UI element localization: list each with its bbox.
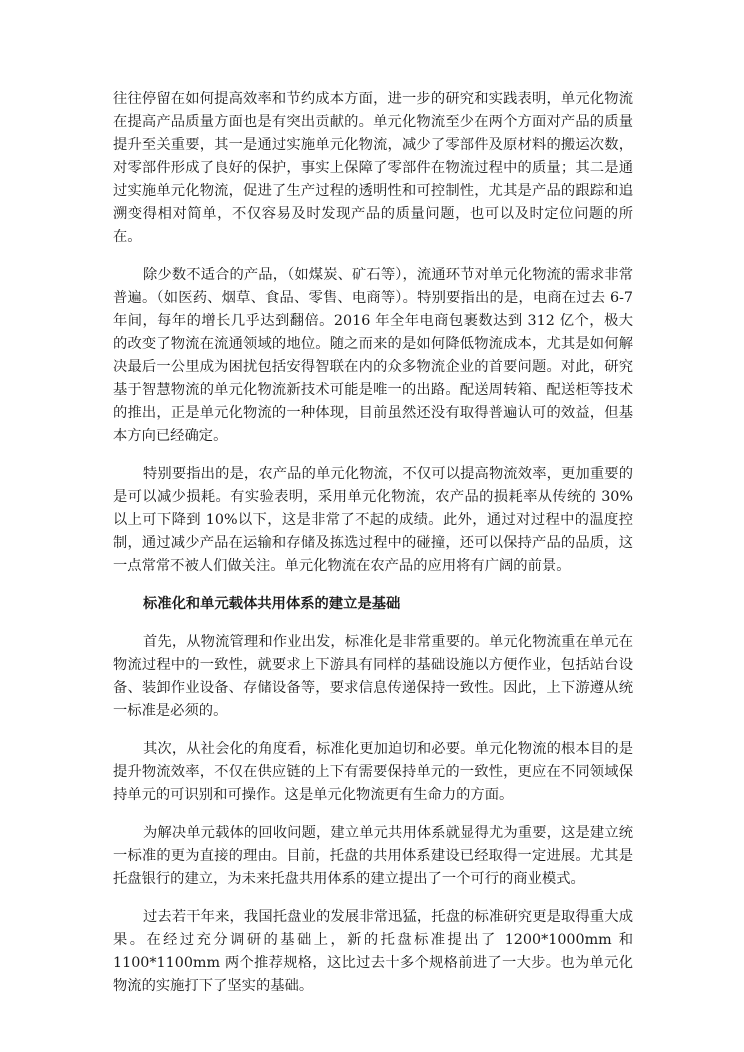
section-heading: 标准化和单元载体共用体系的建立是基础 bbox=[143, 596, 401, 612]
paragraph-quality-contribution: 往往停留在如何提高效率和节约成本方面，进一步的研究和实践表明，单元化物流在提高产品质量方面也是有突出贡献的。单元化物流至少在两个方面对产品的质量提升至关重要，其一是通过实施单元化物流，减少了零部件及原材料的搬运次数，对零部件形成了良好的保护，事实上保障了零部件在物流过程中的质量；其二是通过实施单元化物流，促进了生产过程的透明性和可控制性，尤其是产品的跟踪和追溯变得相对简单，不仅容易及时发现产品的质量问题，也可以及时定位问题的所在。 bbox=[113, 91, 633, 245]
paragraph-first-management: 首先，从物流管理和作业出发，标准化是非常重要的。单元化物流重在单元在物流过程中的一致性，就要求上下游具有同样的基础设施以方便作业，包括站台设备、装卸作业设备、存储设备等，要求信息传递保持一致性。因此，上下游遵从统一标准是必须的。 bbox=[113, 634, 633, 719]
paragraph-pooling-system: 为解决单元载体的回收问题，建立单元共用体系就显得尤为重要，这是建立统一标准的更为直接的理由。目前，托盘的共用体系建设已经取得一定进展。尤其是托盘银行的建立，为未来托盘共用体系的建立提出了一个可行的商业模式。 bbox=[113, 825, 633, 887]
paragraph-second-social: 其次，从社会化的角度看，标准化更加迫切和必要。单元化物流的根本目的是提升物流效率，不仅在供应链的上下有需要保持单元的一致性，更应在不同领域保持单元的可识别和可操作。这是单元化物流更有生命力的方面。 bbox=[113, 741, 633, 803]
paragraph-circulation-demand: 除少数不适合的产品，（如煤炭、矿石等），流通环节对单元化物流的需求非常普遍。（如医药、烟草、食品、零售、电商等）。特别要指出的是，电商在过去 6-7 年间，每年的增长几乎达到翻倍。2016 年全年电商包裹数达到 312 亿个，极大的改变了物流在流通领域的地位。随之而来的是如何降低物流成本，尤其是如何解决最后一公里成为困扰包括安得智联在内的众多物流企业的首要问题。对此，研究基于智慧物流的单元化物流新技术可能是唯一的出路。配送周转箱、配送柜等技术的推出，正是单元化物流的一种体现，目前虽然还没有取得普遍认可的效益，但基本方向已经确定。 bbox=[113, 267, 633, 444]
paragraph-pallet-standards: 过去若干年来，我国托盘业的发展非常迅猛，托盘的标准研究更是取得重大成果。在经过充分调研的基础上，新的托盘标准提出了 1200*1000mm 和 1100*1100mm 两个推荐规格，这比过去十多个规格前进了一大步。也为单元化物流的实施打下了坚实的基础。 bbox=[113, 909, 633, 994]
document-page bbox=[113, 88, 633, 1013]
paragraph-agricultural-products: 特别要指出的是，农产品的单元化物流，不仅可以提高物流效率，更加重要的是可以减少损耗。有实验表明，采用单元化物流，农产品的损耗率从传统的 30%以上可下降到 10%以下，这是非常了不起的成绩。此外，通过对过程中的温度控制，通过减少产品在运输和存储及拣选过程中的碰撞，还可以保持产品的品质，这一点常常不被人们做关注。单元化物流在农产品的应用将有广阔的前景。 bbox=[113, 466, 633, 574]
